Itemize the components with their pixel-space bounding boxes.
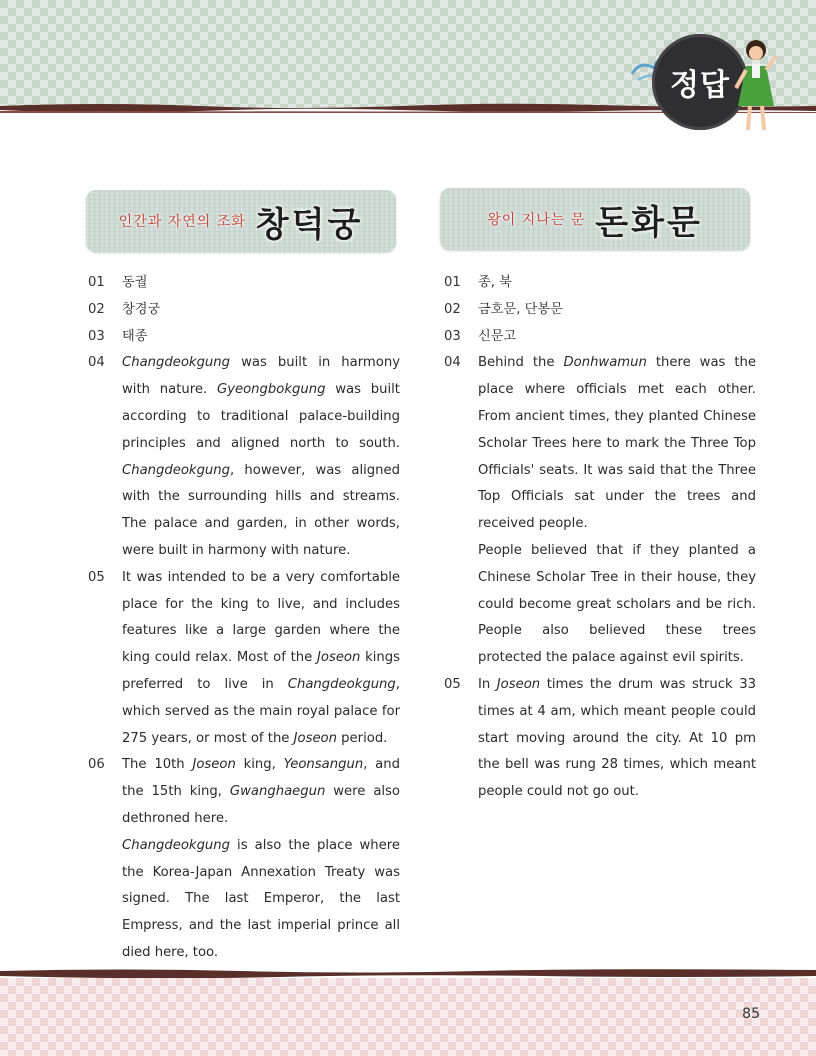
italic-term: Donhwamun: [563, 355, 647, 371]
changdeokgung-header: [86, 190, 396, 252]
text-run: king,: [235, 757, 284, 773]
text-run: 신문고: [478, 328, 517, 344]
answer-badge: [628, 28, 816, 138]
answer-item: [444, 270, 756, 297]
answer-item: [88, 297, 400, 324]
answer-item: [444, 350, 756, 672]
text-run: 동궐: [122, 275, 148, 290]
italic-term: Changdeokgung: [122, 837, 231, 853]
text-run: , which served as the main royal palace for 275 years, or most of the: [122, 676, 400, 746]
text-run: kings preferred to live in: [122, 650, 400, 692]
answer-paragraph: [478, 672, 756, 806]
answer-number: 03: [88, 328, 105, 344]
answer-paragraph: [122, 350, 400, 564]
answer-paragraph: [478, 297, 756, 324]
answer-number: 04: [88, 355, 105, 371]
changdeokgung-answers: [88, 270, 400, 967]
italic-term: Joseon: [293, 730, 337, 746]
answer-text: [122, 350, 400, 564]
answer-text: [478, 297, 756, 324]
text-run: 창경궁: [122, 301, 161, 317]
italic-term: Yeonsangun: [283, 757, 364, 773]
answer-text: [478, 270, 756, 297]
text-run: 태종: [122, 328, 148, 344]
answer-number: 04: [444, 355, 461, 371]
answer-paragraph: [122, 324, 400, 351]
bottom-pattern-band: [0, 978, 816, 1056]
answer-number: 01: [88, 275, 105, 290]
page-number: 85: [742, 1006, 760, 1022]
answer-item: [444, 672, 756, 806]
text-run: was built according to traditional palace-building principles and aligned north to south.: [122, 382, 400, 451]
answer-item: [444, 324, 756, 351]
answer-item: [88, 752, 400, 966]
answer-number: 02: [88, 301, 105, 317]
answer-item: [88, 270, 400, 297]
answer-paragraph: [122, 565, 400, 753]
text-run: In: [478, 676, 497, 692]
answer-paragraph: [122, 270, 400, 297]
text-run: , however, was aligned with the surrounding hills and streams. The palace and garden, in other words, were built in harmony with nature.: [122, 462, 400, 558]
text-run: Behind the: [478, 355, 564, 371]
text-run: is also the place where the Korea-Japan Annexation Treaty was signed. The last Emperor, the last Empress, and the last imperial prince all died here, too.: [122, 837, 400, 960]
answer-item: [88, 350, 400, 564]
answer-number: 06: [88, 757, 105, 773]
answer-paragraph: [478, 538, 756, 672]
text-run: , and the 15th king,: [122, 757, 400, 800]
answer-number: 01: [444, 275, 461, 290]
answer-text: [122, 565, 400, 753]
answer-item: [88, 565, 400, 753]
answer-paragraph: [478, 350, 756, 538]
donhwamun-title: 돈화문: [595, 202, 703, 243]
answer-paragraph: [122, 297, 400, 324]
answer-paragraph: [478, 324, 756, 351]
donhwamun-header: [440, 188, 750, 250]
changdeokgung-subtitle: 인간과 자연의 조화: [118, 214, 246, 230]
italic-term: Joseon: [192, 757, 236, 773]
italic-term: Gwanghaegun: [229, 784, 326, 800]
answer-text: [478, 324, 756, 351]
text-run: times the drum was struck 33 times at 4 am, which meant people could start moving around the city. At 10 pm the bell was rung 28 times, which meant people could not go out.: [478, 676, 756, 800]
text-run: period.: [336, 730, 388, 746]
answer-text: [122, 270, 400, 297]
italic-term: Joseon: [316, 650, 361, 666]
text-run: The 10th: [122, 757, 193, 773]
italic-term: Joseon: [496, 676, 541, 692]
answer-text: [478, 350, 756, 672]
text-run: was built in harmony with nature.: [122, 355, 400, 398]
answer-item: [444, 297, 756, 324]
answer-number: 05: [444, 676, 461, 692]
text-run: 금호문, 단봉문: [478, 301, 563, 317]
girl-illustration-icon: [734, 36, 778, 136]
italic-term: Changdeokgung: [122, 355, 231, 371]
donhwamun-subtitle: 왕이 지나는 문: [487, 212, 586, 228]
text-run: People believed that if they planted a Chinese Scholar Tree in their house, they could become great scholars and be rich. People also believed these trees protected the palace against evil spirits.: [478, 542, 756, 666]
text-run: It was intended to be a very comfortable place for the king to live, and includes features like a large garden where the king could relax. Most of the: [122, 569, 400, 666]
answer-text: [122, 752, 400, 966]
donhwamun-answers: [444, 270, 756, 806]
answer-badge-label: 정답: [670, 68, 730, 103]
text-run: 종, 북: [478, 275, 512, 290]
answer-item: [88, 324, 400, 351]
answer-paragraph: [478, 270, 756, 297]
answer-paragraph: [122, 752, 400, 832]
answer-text: [122, 324, 400, 351]
changdeokgung-title: 창덕궁: [255, 204, 364, 245]
italic-term: Changdeokgung: [287, 676, 396, 692]
answer-number: 02: [444, 301, 461, 317]
text-run: were also dethroned here.: [122, 784, 400, 826]
italic-term: Gyeongbokgung: [216, 382, 326, 398]
answer-number: 03: [444, 328, 461, 344]
answer-number: 05: [88, 569, 105, 585]
answer-text: [122, 297, 400, 324]
answer-paragraph: [122, 833, 400, 967]
italic-term: Changdeokgung: [122, 462, 231, 478]
answer-text: [478, 672, 756, 806]
text-run: there was the place where officials met each other. From ancient times, they planted Chinese Scholar Trees here to mark the Three Top Officials' seats. It was said that the Three Top Officials sat under the trees and received people.: [478, 355, 756, 532]
